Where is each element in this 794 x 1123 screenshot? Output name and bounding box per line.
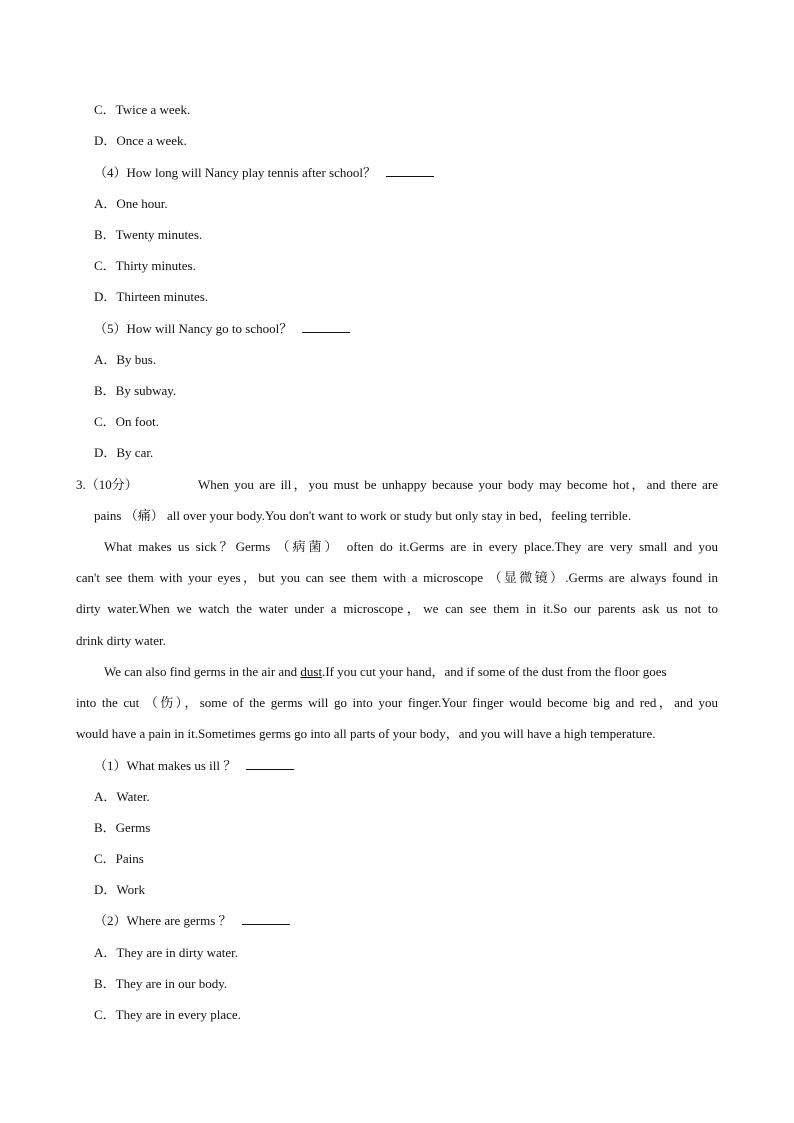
option-line	[94, 788, 150, 806]
question-stem-text: （1）What makes us ill ？	[94, 758, 237, 773]
option-line	[94, 444, 153, 462]
option-label: C．	[94, 414, 116, 429]
option-label: A．	[94, 196, 117, 211]
option-label: D．	[94, 445, 117, 460]
option-text: By bus.	[116, 352, 157, 367]
option-line	[94, 226, 202, 244]
option-text: On foot.	[115, 414, 160, 429]
question-stem	[94, 164, 434, 182]
passage-text: .If you cut your hand，and if some of the dust from the floor goes	[322, 664, 667, 679]
option-text: Pains	[115, 851, 144, 866]
underlined-word: dust	[300, 664, 323, 679]
option-line	[94, 975, 227, 993]
option-line	[94, 257, 196, 275]
option-line	[94, 944, 238, 962]
answer-blank[interactable]	[302, 320, 350, 333]
passage-line	[104, 663, 667, 681]
question-stem-text: （5）How will Nancy go to school？	[94, 321, 293, 336]
option-text: Twenty minutes.	[115, 227, 203, 242]
passage-line: pains （痛） all over your body.You don't want to work or study but only stay in bed，feeling terrible.	[94, 508, 632, 523]
question-stem-text: （2）Where are germs ？	[94, 913, 232, 928]
option-label: C．	[94, 258, 116, 273]
option-label: C．	[94, 102, 116, 117]
option-label: A．	[94, 789, 117, 804]
option-text: Water.	[116, 789, 150, 804]
option-line	[94, 101, 190, 119]
option-text: One hour.	[116, 196, 168, 211]
option-text: Thirty minutes.	[115, 258, 196, 273]
option-label: D．	[94, 882, 117, 897]
question-stem-text: （4）How long will Nancy play tennis after school？	[94, 165, 376, 180]
option-text: Once a week.	[116, 133, 187, 148]
question-number: 3.（10分）	[76, 477, 138, 492]
answer-blank[interactable]	[242, 912, 290, 925]
passage-line: would have a pain in it.Sometimes germs go into all parts of your body，and you will have a high temperature.	[76, 726, 656, 741]
passage-line: into the cut （伤），some of the germs will go into your finger.Your finger would become big and red，and you	[76, 695, 718, 710]
option-text: Germs	[115, 820, 151, 835]
passage-line: drink dirty water.	[76, 633, 166, 648]
question-stem	[94, 757, 294, 775]
passage-line: What makes us sick？Germs （病菌） often do it.Germs are in every place.They are very small and you	[104, 539, 718, 554]
option-text: They are in our body.	[115, 976, 228, 991]
option-line	[94, 351, 156, 369]
answer-blank[interactable]	[246, 757, 294, 770]
option-label: B．	[94, 383, 116, 398]
option-line	[94, 819, 150, 837]
option-line	[94, 413, 159, 431]
option-text: By car.	[116, 445, 154, 460]
option-text: Thirteen minutes.	[116, 289, 209, 304]
question-stem	[94, 320, 350, 338]
passage-line: dirty water.When we watch the water under a microscope，we can see them in it.So our parents ask us not to	[76, 601, 718, 616]
option-line	[94, 288, 208, 306]
option-line	[94, 132, 187, 150]
option-label: B．	[94, 227, 116, 242]
question-stem	[94, 912, 290, 930]
option-label: B．	[94, 976, 116, 991]
option-label: D．	[94, 133, 117, 148]
option-text: They are in every place.	[115, 1007, 241, 1022]
option-text: Work	[116, 882, 145, 897]
option-line	[94, 382, 176, 400]
option-text: They are in dirty water.	[116, 945, 239, 960]
option-text: By subway.	[115, 383, 177, 398]
option-line	[94, 850, 144, 868]
option-label: A．	[94, 945, 117, 960]
option-line	[94, 881, 145, 899]
passage-text: We can also find germs in the air and	[104, 664, 301, 679]
option-label: C．	[94, 851, 116, 866]
passage-line: can't see them with your eyes，but you can see them with a microscope （显微镜）.Germs are always found in	[76, 570, 718, 585]
option-line	[94, 195, 168, 213]
option-label: D．	[94, 289, 117, 304]
option-label: B．	[94, 820, 116, 835]
answer-blank[interactable]	[386, 164, 434, 177]
option-text: Twice a week.	[115, 102, 191, 117]
passage-line: When you are ill，you must be unhappy because your body may become hot，and there are	[198, 477, 718, 492]
option-label: A．	[94, 352, 117, 367]
option-line	[94, 1006, 241, 1024]
option-label: C．	[94, 1007, 116, 1022]
